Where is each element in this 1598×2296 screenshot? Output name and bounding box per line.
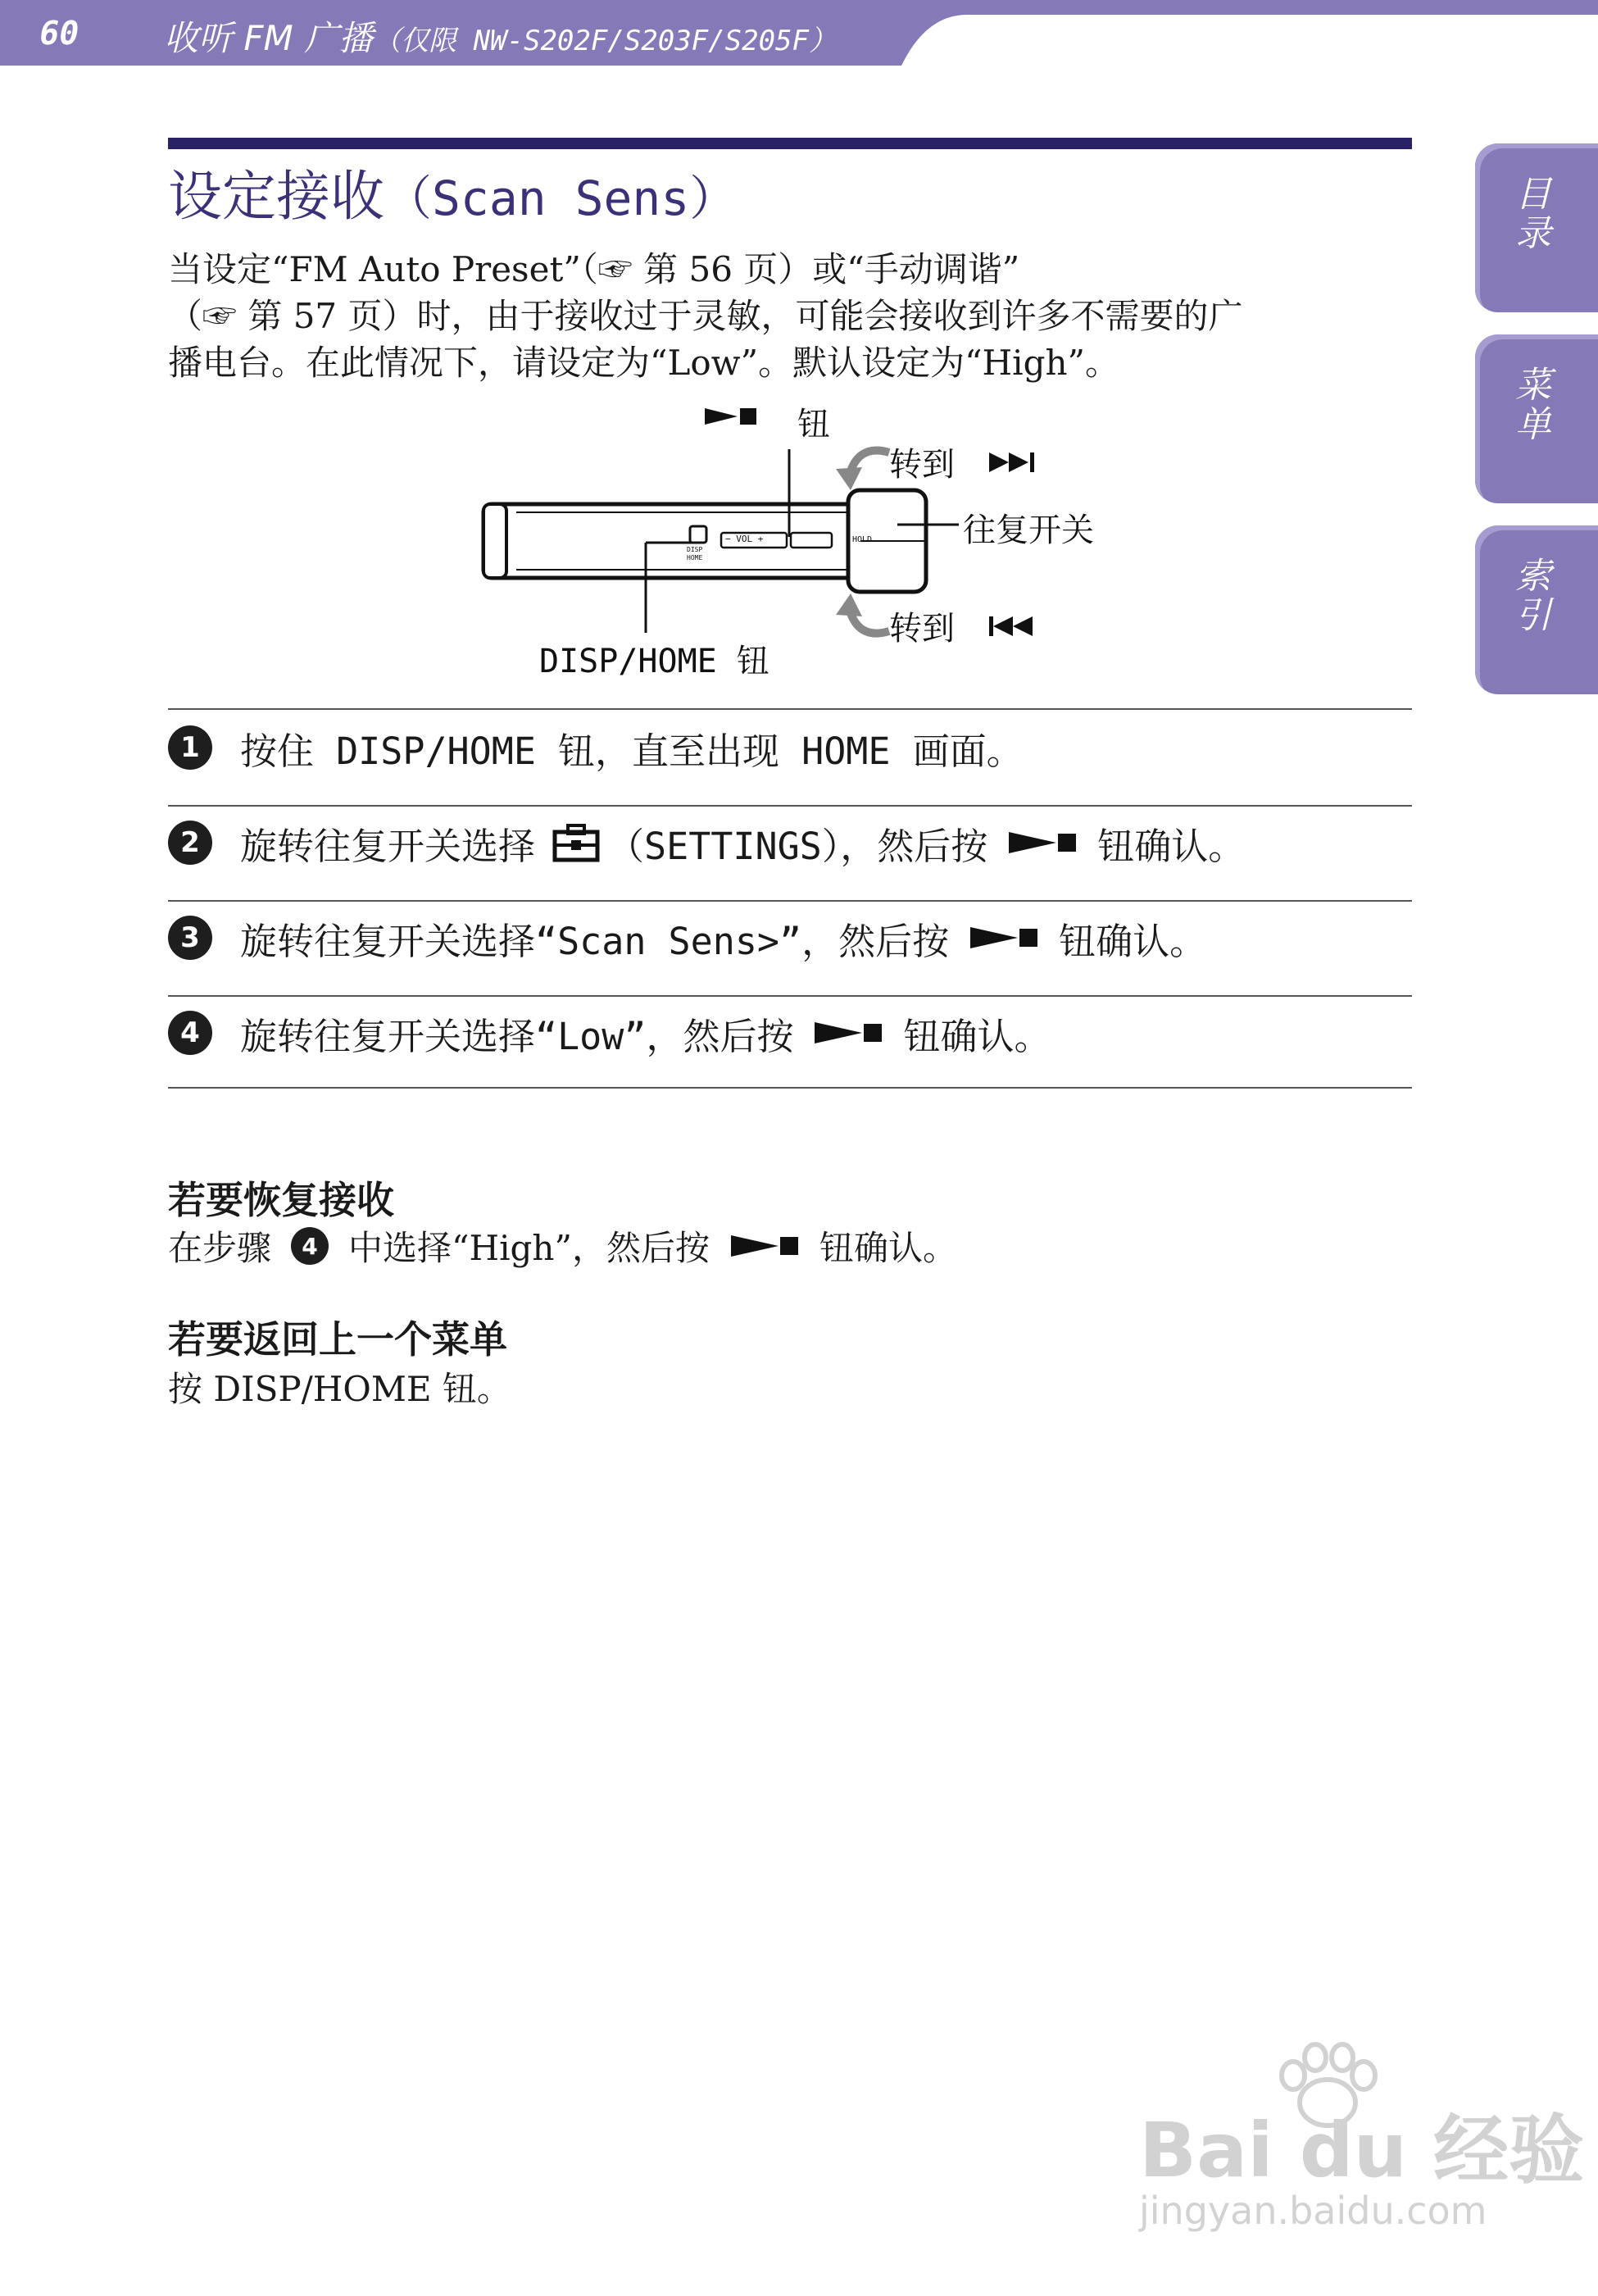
tip-body-before: 在步骤: [168, 1228, 272, 1268]
intro-paragraph: [168, 246, 1414, 386]
toolbox-icon: [552, 822, 601, 863]
step-text-before: 旋转往复开关选择: [240, 824, 536, 868]
section-title-en: （Scan Sens）: [384, 170, 738, 226]
baidu-watermark: [1131, 2041, 1585, 2246]
step-number: 3: [168, 916, 212, 960]
shuttle-switch-label: 往复开关: [963, 511, 1094, 549]
step-text-middle: （SETTINGS），然后按: [607, 824, 988, 868]
step-text-after: 钮确认。: [1097, 824, 1246, 868]
hold-text: HOLD: [852, 535, 873, 544]
tip-body-restore: [168, 1221, 957, 1271]
tab-menu-label: 菜单: [1509, 366, 1550, 444]
step-1: [168, 715, 1412, 780]
tab-contents-label: 目录: [1509, 175, 1550, 253]
step-3: [168, 905, 1412, 971]
play-stop-icon: [731, 1231, 798, 1261]
device-diagram: [475, 402, 1131, 684]
step-divider: [168, 708, 1412, 710]
step-text-before: 旋转往复开关选择“Low”，然后按: [240, 1014, 794, 1058]
tip-body-after: 钮确认。: [819, 1228, 957, 1268]
tab-index-label: 索引: [1509, 557, 1550, 635]
vol-text: − VOL +: [725, 534, 764, 544]
prev-label: 转到: [889, 610, 955, 648]
step-text: [240, 912, 1206, 965]
step-text-after: 钮确认。: [1059, 919, 1207, 963]
disp-home-label: DISP/HOME 钮: [539, 643, 769, 680]
step-text-before: 旋转往复开关选择“Scan Sens>”，然后按: [240, 919, 950, 963]
step-4: [168, 1000, 1412, 1066]
step-text: [240, 1007, 1051, 1060]
tab-index[interactable]: [1475, 525, 1598, 694]
tip-body-back: [168, 1362, 511, 1412]
tip-body-middle: 中选择“High”，然后按: [348, 1228, 710, 1268]
step-divider: [168, 1087, 1412, 1089]
next-label: 转到: [889, 446, 955, 484]
home-text: HOME: [687, 554, 703, 561]
step-number: 1: [168, 725, 212, 770]
step-ref-4: 4: [291, 1227, 329, 1265]
header-title-main: 收听 FM 广播: [164, 18, 374, 58]
header-band: [0, 0, 1598, 66]
title-rule: [168, 138, 1412, 149]
play-stop-icon: [1009, 828, 1076, 857]
tip-heading-restore: 若要恢复接收: [168, 1178, 394, 1222]
disp-text: DISP: [687, 546, 703, 553]
step-number: 2: [168, 821, 212, 865]
header-title: [164, 11, 837, 61]
intro-line-2: （☞ 第 57 页）时，由于接收过于灵敏，可能会接收到许多不需要的广: [168, 296, 1243, 336]
step-2: [168, 810, 1412, 875]
page-number: 60: [35, 15, 83, 52]
intro-line-3: 播电台。在此情况下，请设定为“Low”。默认设定为“High”。: [168, 343, 1120, 383]
intro-line-1: 当设定“FM Auto Preset”（☞ 第 56 页）或“手动调谐”: [168, 249, 1020, 289]
section-title: [168, 152, 737, 230]
section-title-cn: 设定接收: [168, 165, 384, 228]
play-stop-icon: [815, 1018, 882, 1048]
step-number: 4: [168, 1011, 212, 1055]
play-button-label: 钮: [797, 406, 830, 443]
tab-menu[interactable]: [1475, 334, 1598, 503]
step-text: [240, 816, 1245, 870]
step-divider: [168, 995, 1412, 997]
step-divider: [168, 900, 1412, 902]
play-stop-icon: [970, 923, 1037, 952]
step-text: 按住 DISP/HOME 钮，直至出现 HOME 画面。: [240, 729, 1024, 773]
tab-contents[interactable]: [1475, 143, 1598, 312]
header-title-sub: （仅限 NW-S202F/S203F/S205F）: [373, 25, 837, 57]
watermark-main: Bai du 经验: [1139, 2107, 1585, 2194]
tip-heading-back: 若要返回上一个菜单: [168, 1317, 507, 1362]
watermark-url: jingyan.baidu.com: [1139, 2189, 1487, 2233]
tip-body-text: 按 DISP/HOME 钮。: [168, 1369, 511, 1409]
step-divider: [168, 805, 1412, 807]
step-text-after: 钮确认。: [903, 1014, 1051, 1058]
